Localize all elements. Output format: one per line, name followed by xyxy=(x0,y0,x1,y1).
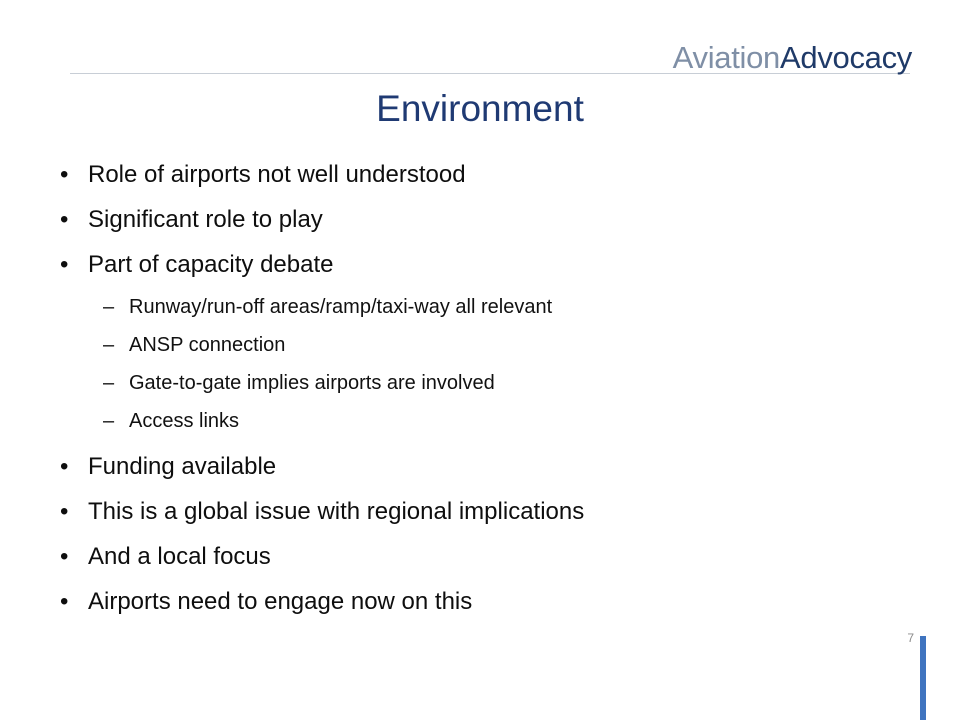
bullet-item-1 xyxy=(60,160,466,190)
bullet-marker: • xyxy=(60,251,69,278)
logo-word-advocacy: Advocacy xyxy=(780,40,912,75)
subbullet-text: ANSP connection xyxy=(129,334,286,356)
subbullet-marker: – xyxy=(103,334,115,356)
bullet-marker: • xyxy=(60,161,69,188)
logo-word-aviation: Aviation xyxy=(672,40,780,75)
bullet-marker: • xyxy=(60,588,69,615)
subbullet-item-1 xyxy=(103,294,552,320)
bullet-text: And a local focus xyxy=(88,543,271,570)
bullet-text: Role of airports not well understood xyxy=(88,161,466,188)
bullet-text: Funding available xyxy=(88,453,277,480)
subbullet-item-2 xyxy=(103,332,285,358)
bullet-text: Airports need to engage now on this xyxy=(88,588,473,615)
subbullet-item-4 xyxy=(103,408,239,434)
bullet-marker: • xyxy=(60,453,69,480)
bullet-item-7 xyxy=(60,587,472,617)
bullet-item-2 xyxy=(60,205,323,235)
subbullet-item-3 xyxy=(103,370,495,396)
subbullet-marker: – xyxy=(103,296,115,318)
slide-number: 7 xyxy=(907,631,914,645)
subbullet-marker: – xyxy=(103,410,115,432)
bullet-item-5 xyxy=(60,497,584,527)
slide-title: Environment xyxy=(376,88,584,129)
bullet-marker: • xyxy=(60,498,69,525)
subbullet-marker: – xyxy=(103,372,115,394)
bullet-item-3 xyxy=(60,250,333,280)
bullet-item-4 xyxy=(60,452,276,482)
subbullet-text: Runway/run-off areas/ramp/taxi-way all relevant xyxy=(129,296,553,318)
accent-bar xyxy=(920,636,926,720)
subbullet-text: Gate-to-gate implies airports are involved xyxy=(129,372,495,394)
bullet-marker: • xyxy=(60,543,69,570)
bullet-marker: • xyxy=(60,206,69,233)
subbullet-text: Access links xyxy=(129,410,240,432)
bullet-text: This is a global issue with regional implications xyxy=(88,498,585,525)
bullet-item-6 xyxy=(60,542,271,572)
bullet-text: Part of capacity debate xyxy=(88,251,334,278)
aviation-advocacy-logo xyxy=(673,40,912,76)
bullet-text: Significant role to play xyxy=(88,206,323,233)
